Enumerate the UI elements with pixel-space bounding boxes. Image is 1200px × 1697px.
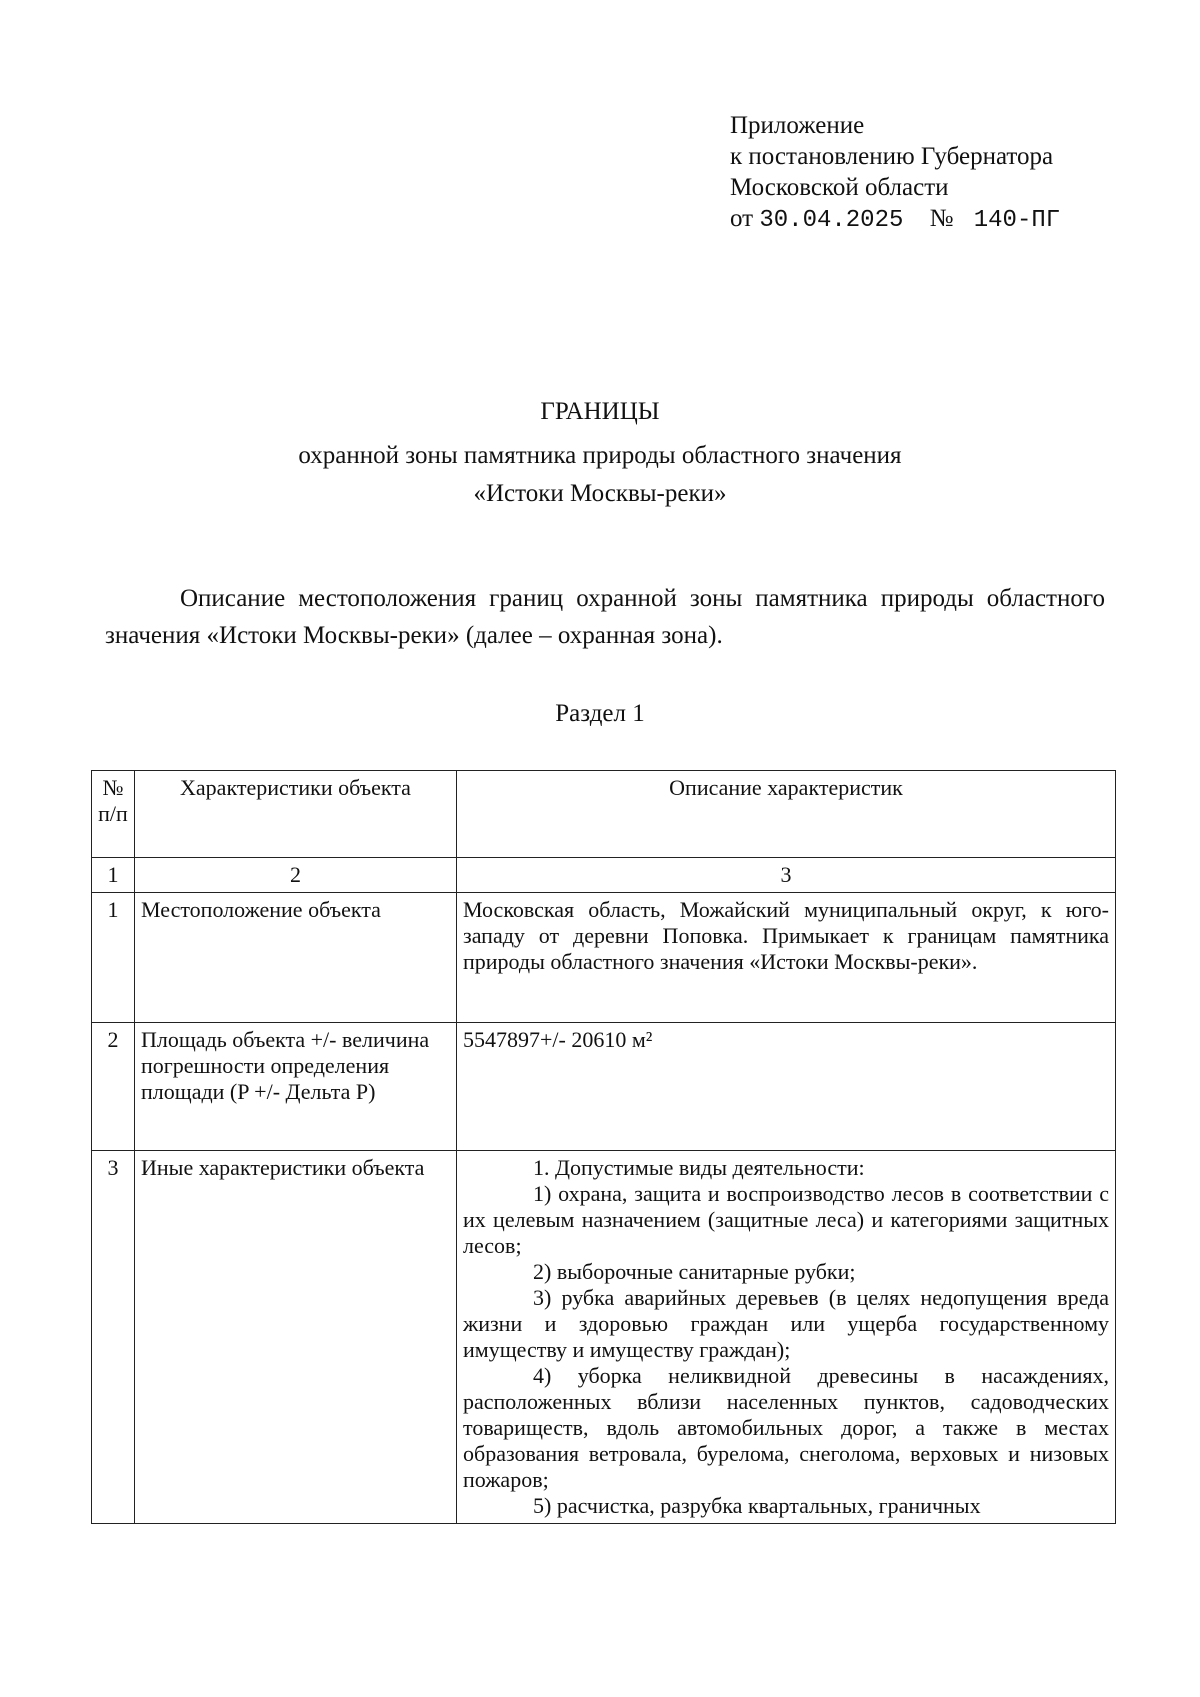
table-row [92, 1151, 1116, 1524]
column-number-1: 1 [92, 858, 135, 893]
header-number: № п/п [92, 771, 135, 858]
description-item: 5) расчистка, разрубка квартальных, граничных [533, 1493, 981, 1518]
table-column-numbers-row [92, 858, 1116, 893]
row-characteristic: Иные характеристики объекта [135, 1151, 457, 1524]
column-number-2: 2 [135, 858, 457, 893]
column-number-3: 3 [457, 858, 1116, 893]
row-description: Московская область, Можайский муниципальный округ, к юго-западу от деревни Поповка. Примыкает к границам памятника природы областного значения «Истоки Москвы-реки». [457, 893, 1116, 1023]
characteristics-table [91, 770, 1116, 1524]
row-number: 1 [92, 893, 135, 1023]
description-item: 1. Допустимые виды деятельности: [533, 1155, 865, 1180]
row-description: 5547897+/- 20610 м² [457, 1023, 1116, 1151]
appendix-line-2: к постановлению Губернатора [730, 143, 1054, 170]
appendix-date: 30.04.2025 [759, 207, 904, 234]
header-characteristics: Характеристики объекта [135, 771, 457, 858]
table-row [92, 1023, 1116, 1151]
appendix-from: от [730, 205, 754, 232]
intro-paragraph: Описание местоположения границ охранной зоны памятника природы областного значения «Истоки Москвы-реки» (далее – охранная зона). [105, 585, 1105, 649]
row-description [457, 1151, 1116, 1524]
appendix-number-sign: № [929, 205, 954, 232]
appendix-block [730, 110, 1060, 236]
row-number: 2 [92, 1023, 135, 1151]
table-row [92, 893, 1116, 1023]
appendix-line-1: Приложение [730, 112, 865, 139]
document-subtitle-2: «Истоки Москвы-реки» [473, 480, 727, 507]
row-characteristic: Местоположение объекта [135, 893, 457, 1023]
document-subtitle-1: охранной зоны памятника природы областного значения [298, 442, 902, 469]
appendix-line-3: Московской области [730, 174, 949, 201]
row-characteristic: Площадь объекта +/- величина погрешности определения площади (P +/- Дельта P) [135, 1023, 457, 1151]
description-item: 3) рубка аварийных деревьев (в целях недопущения вреда жизни и здоровью граждан или ущерба государственному имуществу и имуществу граждан); [463, 1285, 1109, 1362]
table-header-row [92, 771, 1116, 858]
description-item: 2) выборочные санитарные рубки; [533, 1259, 856, 1284]
description-item: 4) уборка неликвидной древесины в насаждениях, расположенных вблизи населенных пунктов, садоводческих товариществ, вдоль автомобильных дорог, а также в местах образования ветровала, бурелома, снеголома, верховых и низовых пожаров; [463, 1363, 1109, 1492]
section-title: Раздел 1 [555, 700, 645, 727]
header-description: Описание характеристик [457, 771, 1116, 858]
appendix-line-date [730, 203, 1060, 236]
row-number: 3 [92, 1151, 135, 1524]
description-item: 1) охрана, защита и воспроизводство лесов в соответствии с их целевым назначением (защитные леса) и категориями защитных лесов; [463, 1181, 1109, 1258]
appendix-number: 140-ПГ [973, 207, 1061, 234]
document-title: ГРАНИЦЫ [540, 398, 660, 425]
